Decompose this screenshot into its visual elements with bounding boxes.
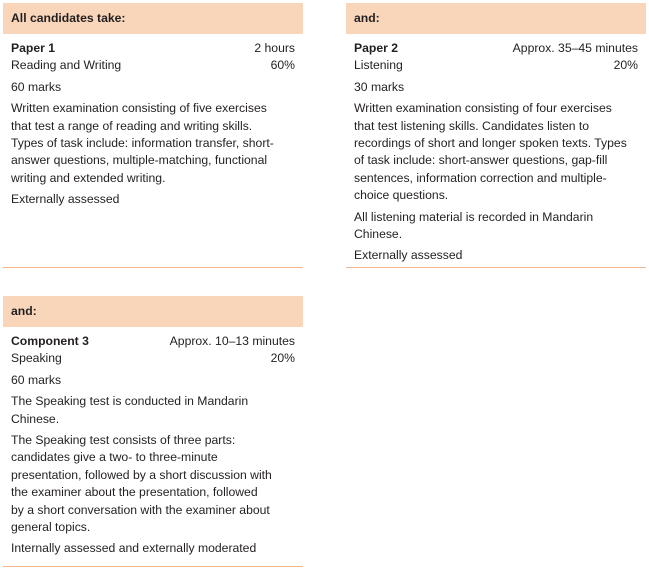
description-line: The Speaking test consists of three parts: (11, 433, 236, 448)
paper-name: Listening (354, 58, 403, 73)
paper-name: Reading and Writing (11, 58, 122, 73)
paper-weight: 60% (270, 58, 295, 73)
paper-weight: 20% (270, 351, 295, 366)
description-line: writing and extended writing. (11, 170, 166, 185)
note-line: All listening material is recorded in Mandarin (354, 209, 594, 224)
description-line: candidates give a two- to three-minute (11, 450, 218, 465)
description-line: recordings of short and longer spoken texts. Types (354, 136, 627, 151)
component3-divider (3, 566, 303, 567)
description-line: Written examination consisting of five exercises (11, 101, 267, 116)
description-line: that test listening skills. Candidates listen to (354, 118, 590, 133)
description-line: choice questions. (354, 188, 449, 203)
panel-header: and: (346, 3, 646, 34)
panel-header: All candidates take: (3, 3, 303, 34)
paper-title: Paper 1 (11, 41, 56, 55)
description-line: presentation, followed by a short discussion with (11, 467, 272, 482)
paper-note (354, 209, 638, 244)
description-line: by a short conversation with the examiner about (11, 502, 270, 517)
paper-assessment: Internally assessed and externally moderated (11, 541, 257, 556)
description-line: of task include: short-answer questions, gap-fill (354, 153, 608, 168)
paper-description (354, 100, 638, 204)
paper2-panel (346, 3, 646, 265)
description-line: sentences, information correction and multiple- (354, 170, 607, 185)
description-line: the examiner about the presentation, followed (11, 485, 258, 500)
description-line: Types of task include: information transfer, short- (11, 136, 274, 151)
paper-marks: 60 marks (11, 372, 62, 387)
paper-assessment: Externally assessed (354, 248, 463, 263)
panel-header: and: (3, 296, 303, 327)
paper2-divider (346, 267, 646, 268)
paper-marks: 30 marks (354, 79, 405, 94)
paper1-divider (3, 267, 303, 268)
description-line: answer questions, multiple-matching, functional (11, 153, 268, 168)
description-line: Written examination consisting of four exercises (354, 101, 612, 116)
paper-title: Paper 2 (354, 41, 399, 55)
paper-duration: 2 hours (254, 41, 295, 55)
paper-name: Speaking (11, 351, 62, 366)
paper-title: Component 3 (11, 334, 89, 348)
paper-duration: Approx. 10–13 minutes (169, 334, 295, 348)
description-line: that test a range of reading and writing skills. (11, 118, 253, 133)
note-line: The Speaking test is conducted in Mandarin (11, 394, 249, 409)
component3-panel (3, 296, 303, 558)
paper-duration: Approx. 35–45 minutes (512, 41, 638, 55)
paper1-panel (3, 3, 303, 209)
description-line: general topics. (11, 520, 91, 535)
paper-description (11, 432, 295, 536)
paper-assessment: Externally assessed (11, 192, 120, 207)
paper-marks: 60 marks (11, 79, 62, 94)
paper-weight: 20% (613, 58, 638, 73)
paper-description (11, 100, 295, 187)
note-line: Chinese. (11, 411, 60, 426)
note-line: Chinese. (354, 227, 403, 242)
paper-note (11, 393, 295, 428)
